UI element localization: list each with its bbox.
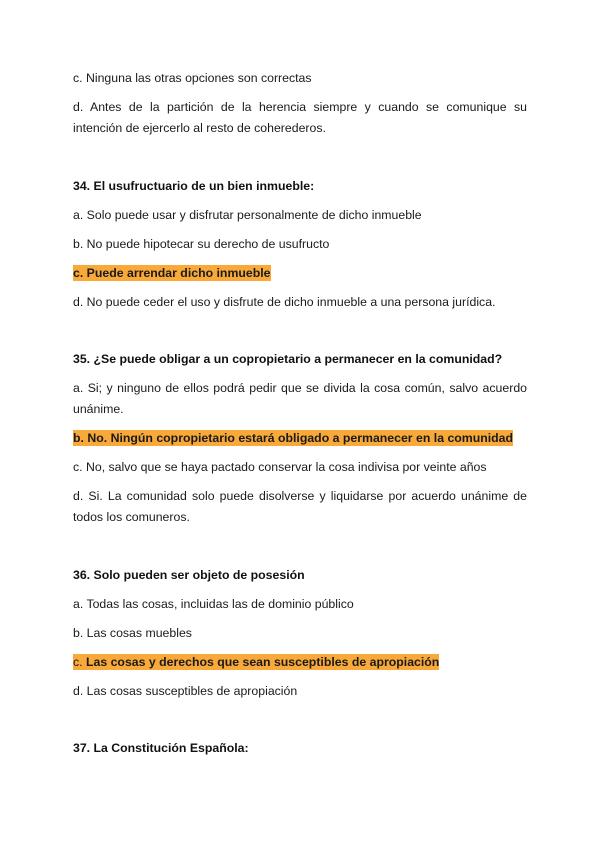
- question-35-title: 35. ¿Se puede obligar a un copropietario a permanecer en la comunidad?: [73, 352, 503, 366]
- prev-option-d: d. Antes de la partición de la herencia siempre y cuando se comunique su intención de ejercerlo al resto de coherederos.: [73, 100, 527, 135]
- question-36-option-c-correct: [73, 652, 527, 673]
- question-36-option-b: b. Las cosas muebles: [73, 626, 192, 640]
- question-36-option-d: d. Las cosas susceptibles de apropiación: [73, 684, 298, 698]
- question-35-option-d: d. Si. La comunidad solo puede disolverse y liquidarse por acuerdo unánime de todos los comuneros.: [73, 489, 527, 524]
- question-34-option-d: d. No puede ceder el uso y disfrute de dicho inmueble a una persona jurídica.: [73, 295, 496, 309]
- answer-highlight: c. Puede arrendar dicho inmueble: [73, 266, 271, 280]
- answer-highlight-prefix: c.: [73, 655, 86, 669]
- question-37-title: 37. La Constitución Española:: [73, 741, 249, 755]
- question-34-title: 34. El usufructuario de un bien inmueble:: [73, 179, 315, 193]
- answer-highlight: b. No. Ningún copropietario estará obligado a permanecer en la comunidad: [73, 431, 514, 445]
- question-36-option-a: a. Todas las cosas, incluidas las de dominio público: [73, 597, 354, 611]
- answer-highlight: Las cosas y derechos que sean susceptibles de apropiación: [85, 655, 440, 669]
- prev-option-c: c. Ninguna las otras opciones son correctas: [73, 71, 312, 85]
- question-35-option-a: a. Si; y ninguno de ellos podrá pedir que se divida la cosa común, salvo acuerdo unánime.: [73, 381, 527, 416]
- question-34-option-c-correct: [73, 263, 527, 284]
- question-34-option-b: b. No puede hipotecar su derecho de usufructo: [73, 237, 330, 251]
- question-35-option-c: c. No, salvo que se haya pactado conservar la cosa indivisa por veinte años: [73, 460, 487, 474]
- question-35-option-b-correct: [73, 428, 527, 449]
- question-34-option-a: a. Solo puede usar y disfrutar personalmente de dicho inmueble: [73, 208, 422, 222]
- question-36-title: 36. Solo pueden ser objeto de posesión: [73, 568, 305, 582]
